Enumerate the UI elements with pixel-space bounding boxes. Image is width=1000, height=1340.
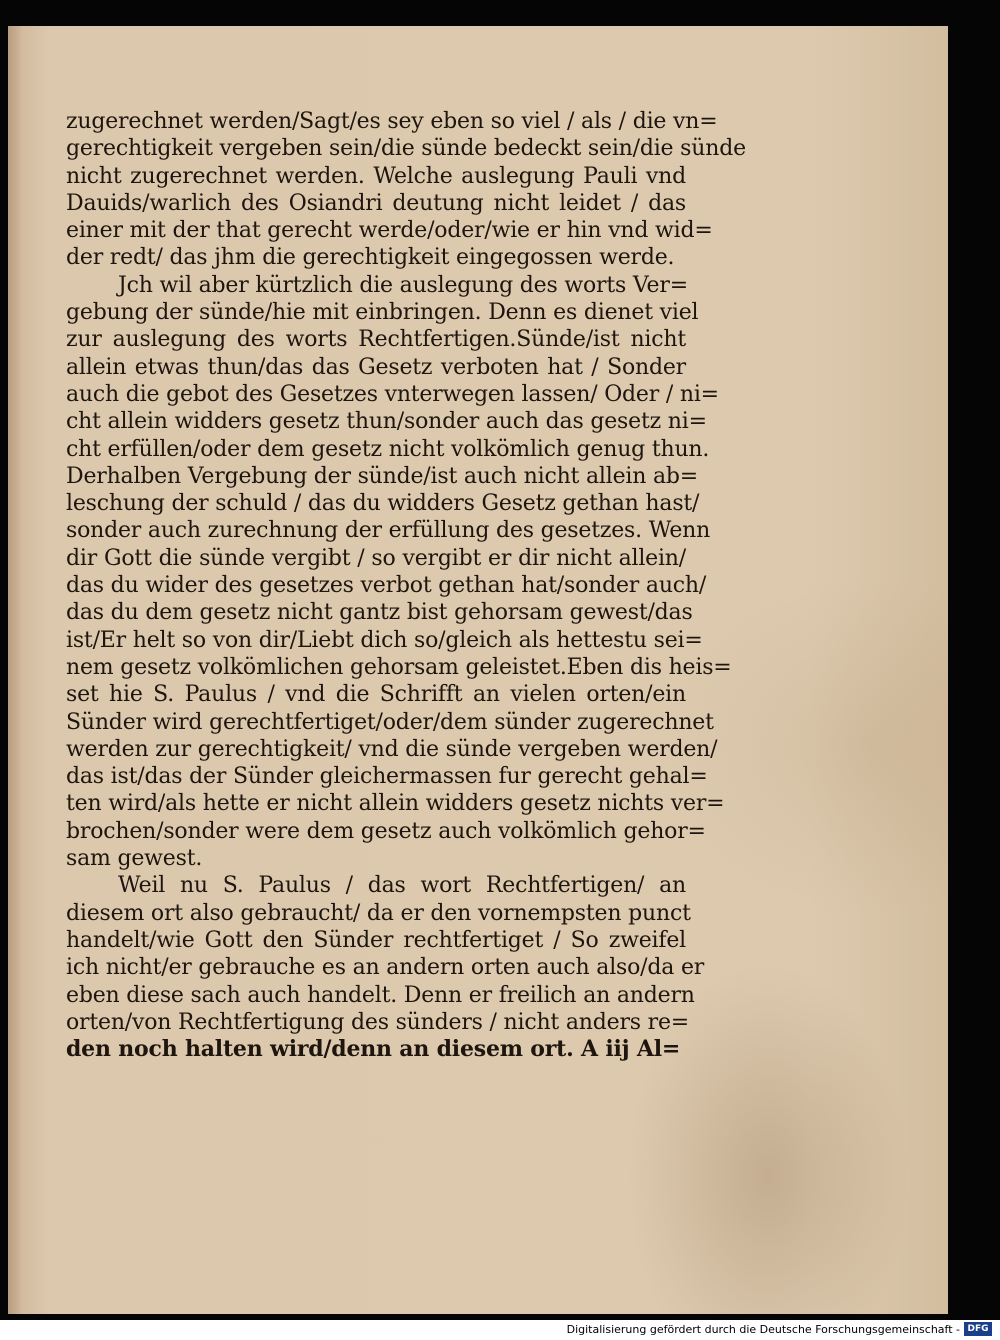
funding-credit: Digitalisierung gefördert durch die Deutsche Forschungsgemeinschaft - (566, 1323, 960, 1336)
text-line: sonder auch zurechnung der erfüllung des gesetzes. Wenn (66, 518, 711, 544)
text-line: ich nicht/er gebrauche es an andern orten auch also/da er (66, 955, 705, 981)
page-text-block (66, 108, 746, 1063)
text-line: orten/von Rechtfertigung des sünders / nicht anders re= (66, 1009, 690, 1035)
text-line: das du wider des gesetzes verbot gethan hat/sonder auch/ (66, 573, 707, 599)
text-line: zugerechnet werden/Sagt/es sey eben so viel / als / die vn= (66, 109, 718, 134)
page-gutter-shadow (8, 26, 22, 1314)
text-line: das du dem gesetz nicht gantz bist gehorsam gewest/das (66, 600, 693, 626)
text-line: allein etwas thun/das das Gesetz verboten hat / Sonder (66, 354, 686, 380)
text-line: brochen/sonder were dem gesetz auch volkömlich gehor= (66, 818, 706, 844)
text-line: Sünder wird gerechtfertiget/oder/dem sünder zugerechnet (66, 709, 714, 735)
text-line: Dauids/warlich des Osiandri deutung nicht leidet / das (66, 190, 686, 216)
text-line: sam gewest. (66, 846, 203, 872)
text-line: werden zur gerechtigkeit/ vnd die sünde vergeben werden/ (66, 736, 718, 762)
text-line: einer mit der that gerecht werde/oder/wie er hin vnd wid= (66, 218, 713, 244)
text-line: leschung der schuld / das du widders Gesetz gethan hast/ (66, 491, 700, 517)
text-line-signature: den noch halten wird/denn an diesem ort. A iij Al= (66, 1036, 681, 1063)
text-line: auch die gebot des Gesetzes vnterwegen lassen/ Oder / ni= (66, 381, 719, 407)
text-line: ist/Er helt so von dir/Liebt dich so/gleich als hettestu sei= (66, 627, 703, 653)
text-line: cht erfüllen/oder dem gesetz nicht volkömlich genug thun. (66, 436, 710, 462)
text-line: set hie S. Paulus / vnd die Schrifft an vielen orten/ein (66, 682, 686, 708)
text-line: das ist/das der Sünder gleichermassen fur gerecht gehal= (66, 764, 708, 790)
text-line: diesem ort also gebraucht/ da er den vornempsten punct (66, 900, 691, 926)
text-line: der redt/ das jhm die gerechtigkeit eingegossen werde. (66, 245, 675, 271)
text-line: nicht zugerechnet werden. Welche auslegung Pauli vnd (66, 163, 686, 189)
text-line: nem gesetz volkömlichen gehorsam geleistet.Eben dis heis= (66, 654, 732, 680)
text-line: handelt/wie Gott den Sünder rechtfertiget / So zweifel (66, 927, 686, 953)
text-line: dir Gott die sünde vergibt / so vergibt er dir nicht allein/ (66, 545, 686, 571)
text-line: zur auslegung des worts Rechtfertigen.Sünde/ist nicht (66, 327, 686, 353)
text-line: Derhalben Vergebung der sünde/ist auch nicht allein ab= (66, 463, 699, 489)
text-line: eben diese sach auch handelt. Denn er freilich an andern (66, 982, 695, 1008)
text-line: gerechtigkeit vergeben sein/die sünde bedeckt sein/die sünde (66, 136, 746, 162)
dfg-logo-icon: DFG (964, 1322, 992, 1336)
text-line: Jch wil aber kürtzlich die auslegung des worts Ver= (118, 272, 688, 298)
text-line: ten wird/als hette er nicht allein widders gesetz nichts ver= (66, 791, 725, 817)
text-line: cht allein widders gesetz thun/sonder auch das gesetz ni= (66, 409, 707, 435)
text-line: Weil nu S. Paulus / das wort Rechtfertigen/ an (118, 873, 686, 899)
text-line: gebung der sünde/hie mit einbringen. Denn es dienet viel (66, 300, 699, 326)
